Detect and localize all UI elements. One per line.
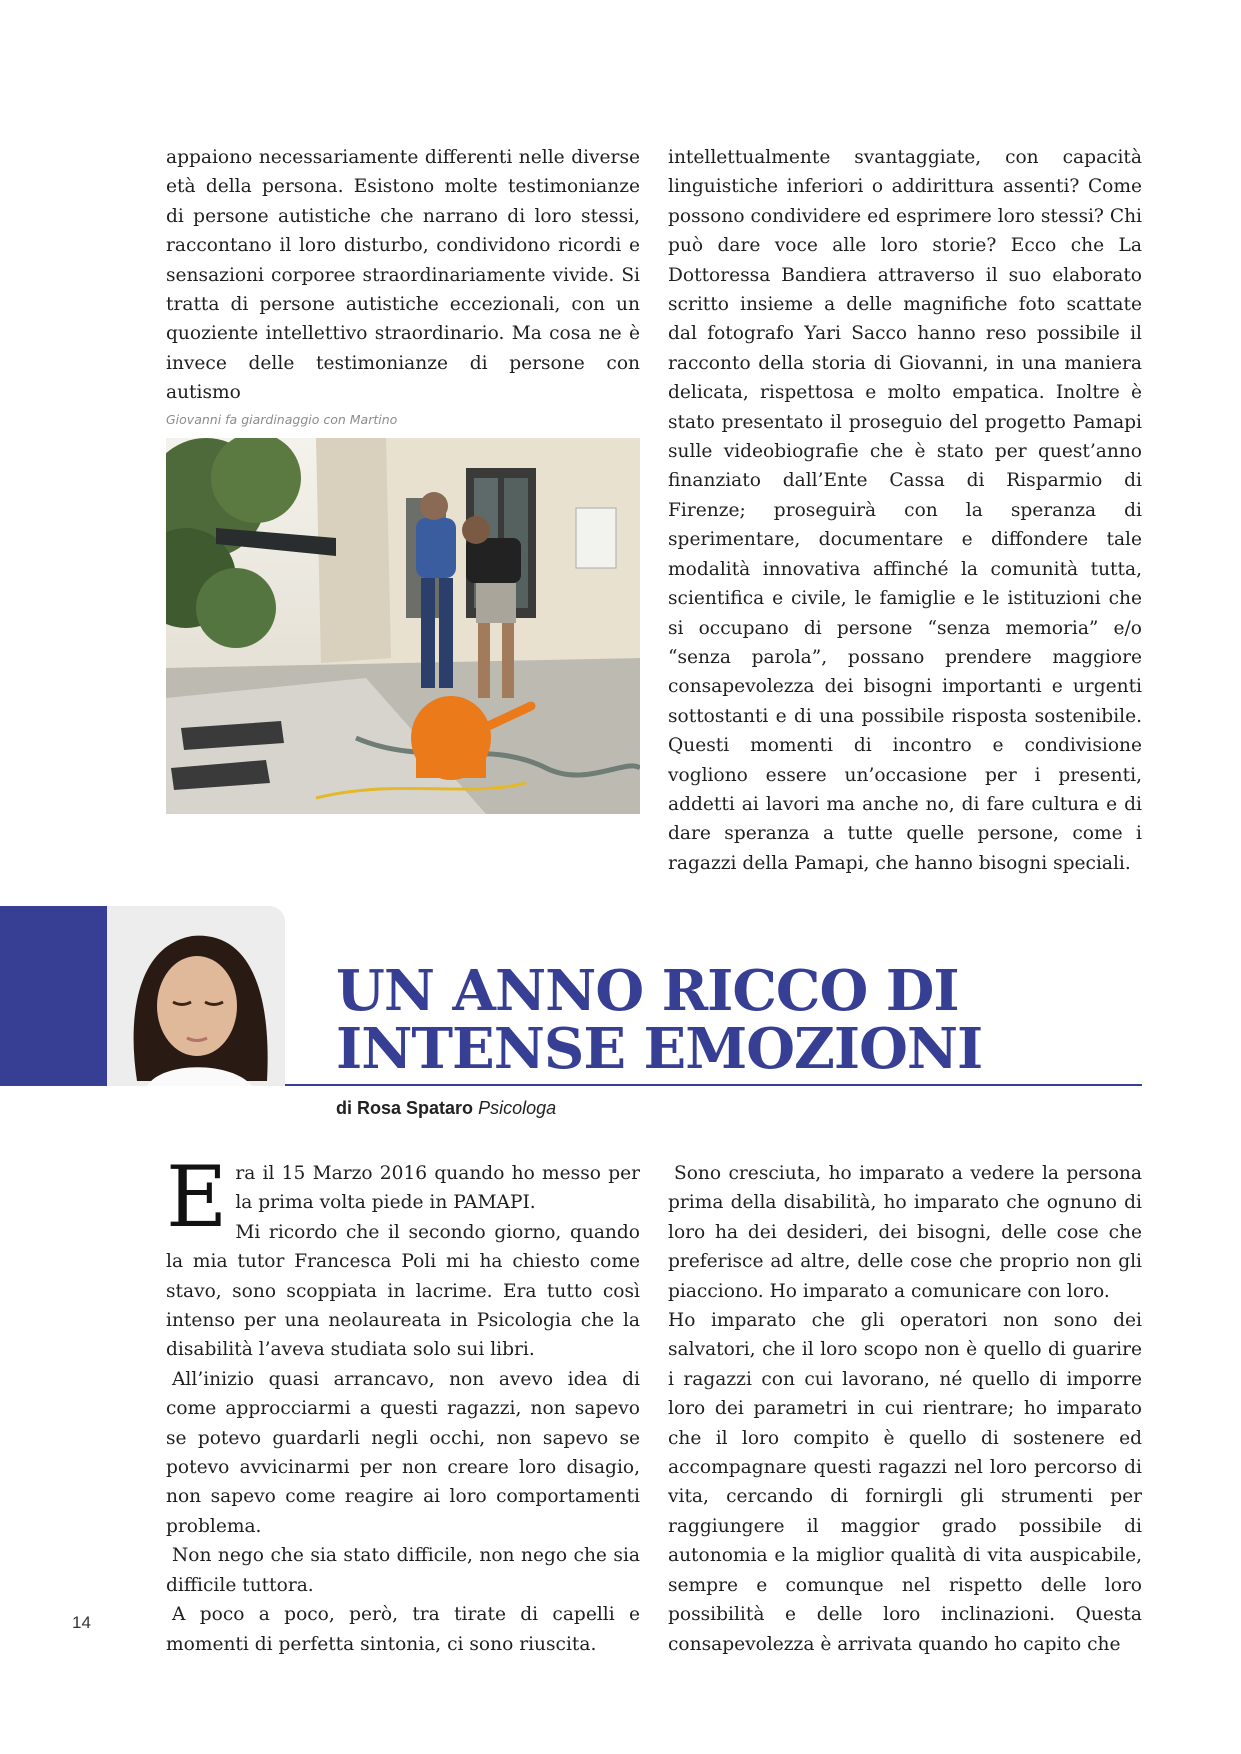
byline — [336, 1098, 556, 1119]
top-right-column — [668, 143, 1142, 878]
article-left-column — [166, 1148, 640, 1659]
article-paragraph: All’inizio quasi arrancavo, non avevo idea di come approcciarmi a questi ragazzi, non sapevo se potevo guardarli negli occhi, non sapevo se potevo avvicinarmi per non creare loro disagio, non sapevo come reagire ai loro comportamenti problema. — [166, 1368, 640, 1537]
article-paragraph-text: ra il 15 Marzo 2016 quando ho messo per la prima volta piede in PAMAPI. — [235, 1163, 640, 1214]
article-paragraph: A poco a poco, però, tra tirate di capelli e momenti di perfetta sintonia, ci sono riuscita. — [166, 1604, 640, 1655]
article-title — [336, 958, 1136, 1082]
page-number: 14 — [72, 1613, 91, 1632]
article-title-line1: UN ANNO RICCO DI — [336, 958, 959, 1024]
article-title-line2: INTENSE EMOZIONI — [336, 1016, 983, 1082]
author-photo — [107, 906, 285, 1086]
top-right-paragraph: intellettualmente svantaggiate, con capacità linguistiche inferiori o addirittura assenti? Come possono condividere ed esprimere loro stessi? Chi può dare voce alle loro storie? Ecco che La Dottoressa Bandiera attraverso il suo elaborato scritto insieme a delle magnifiche foto scattate dal fotografo Yari Sacco hanno reso possibile il racconto della storia di Giovanni, in una maniera delicata, rispettosa e molto empatica. Inoltre è stato presentato il proseguio del progetto Pamapi sulle videobiografie che è stato per quest’anno finanziato dall’Ente Cassa di Risparmio di Firenze; proseguirà con la speranza di sperimentare, documentare e diffondere tale modalità innovativa affinché la comunità tutta, scientifica e civile, le famiglie e le istituzioni che si occupano di persone “senza memoria” e/o “senza parola”, possano prendere maggiore consapevolezza dei bisogni importanti e urgenti sottostanti e di una possibile risposta sostenibile. Questi momenti di incontro e condivisione vogliono essere un’occasione per i presenti, addetti ai lavori ma anche no, di fare cultura e di dare speranza a tutte quelle persone, come i ragazzi della Pamapi, che hanno bisogni speciali. — [668, 147, 1142, 874]
author-role: Psicologa — [478, 1098, 557, 1118]
article-paragraph: Ho imparato che gli operatori non sono dei salvatori, che il loro scopo non è quello di guarire i ragazzi con cui lavorano, né quello di imporre loro dei parametri in cui rientrare; ho imparato che il loro compito è quello di sostenere ed accompagnare questi ragazzi nel loro percorso di vita, cercando di fornirgli gli strumenti per raggiungere il maggior grado possibile di autonomia e la miglior qualità di vita auspicabile, sempre e comunque nel rispetto delle loro possibilità e delle loro inclinazioni. Questa consapevolezza è arrivata quando ho capito che — [668, 1310, 1142, 1655]
article-paragraph: Mi ricordo che il secondo giorno, quando la mia tutor Francesca Poli mi ha chiesto come stavo, sono scoppiata in lacrime. Era tutto così intenso per una neolaureata in Psicologia che la disabilità l’aveva studiata solo sui libri. — [166, 1221, 640, 1361]
drop-cap: E — [166, 1148, 228, 1246]
title-divider — [285, 1084, 1142, 1086]
garden-photo — [166, 438, 640, 814]
article-paragraph: Non nego che sia stato difficile, non nego che sia difficile tuttora. — [166, 1545, 640, 1596]
top-left-paragraph: appaiono necessariamente differenti nelle diverse età della persona. Esistono molte testimonianze di persone autistiche che narrano di loro stessi, raccontano il loro disturbo, condividono ricordi e sensazioni corporee straordinariamente vivide. Si tratta di persone autistiche eccezionali, con un quoziente intellettivo straordinario. Ma cosa ne è invece delle testimonianze di persone con autismo — [166, 147, 640, 404]
top-left-column — [166, 143, 640, 408]
article-paragraph: Sono cresciuta, ho imparato a vedere la persona prima della disabilità, ho imparato che ognuno di loro ha dei desideri, dei bisogni, delle cose che preferisce ad altre, delle cose che proprio non gli piacciono. Ho imparato a comunicare con loro. — [668, 1163, 1142, 1302]
author-name: Rosa Spataro — [357, 1098, 474, 1118]
photo-caption: Giovanni fa giardinaggio con Martino — [166, 412, 398, 427]
article-right-column — [668, 1159, 1142, 1659]
byline-prefix: di — [336, 1098, 352, 1118]
accent-band — [0, 906, 107, 1086]
article-paragraph — [166, 1148, 640, 1246]
